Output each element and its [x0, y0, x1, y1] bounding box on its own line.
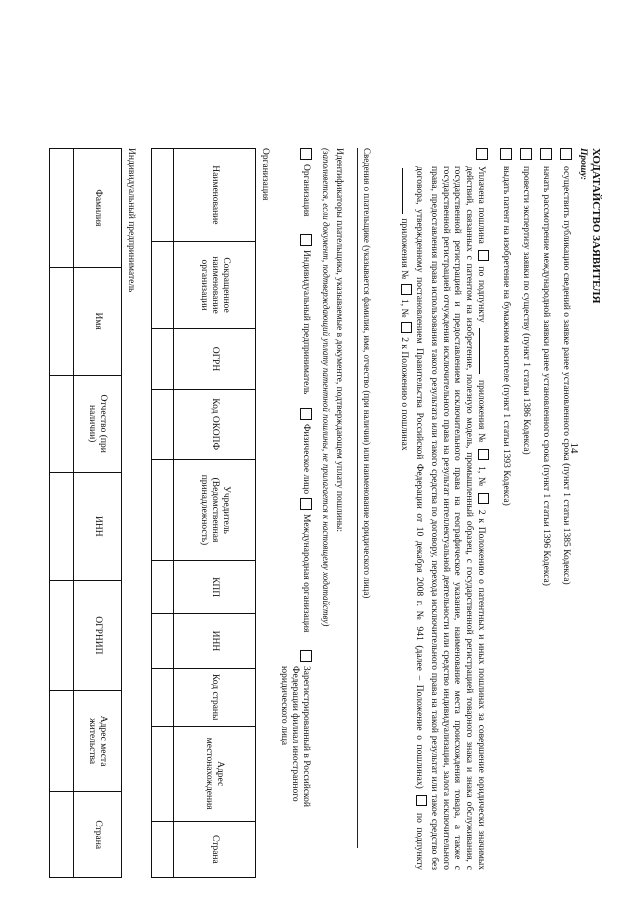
rotated-form-page — [30, 20, 610, 880]
payer-branch-label-2: Федерации филиал иностранного — [290, 666, 300, 802]
org-section-label: Организация — [260, 148, 270, 201]
ip-col-name: Имя — [74, 267, 122, 375]
payer-intl-org-checkbox[interactable] — [300, 498, 312, 510]
payer-individual-label: Физическое лицо — [301, 424, 311, 495]
page-number: 14 — [568, 442, 580, 454]
org-col-founder: Учредитель (Ведомственная принадлежность) — [174, 459, 256, 560]
payer-info-line: Сведения о плательщике (указывается фамилия, имя, отчество (при наличии) или наименование юридического лица) — [362, 148, 372, 599]
option-3-label: провести экспертизу заявки по существу (пункт 1 статьи 1386 Кодекса) — [521, 166, 531, 455]
appendix-1b-checkbox[interactable] — [401, 284, 412, 295]
payer-organization-checkbox[interactable] — [300, 148, 312, 160]
ip-col-patronymic: Отчество (при наличии) — [74, 375, 122, 472]
payer-info-underline — [357, 148, 358, 848]
payer-intl-org-label: Международная организация — [301, 514, 311, 633]
request-label: Прошу: — [578, 148, 588, 181]
org-col-short-name: Сокращенное наименование организации — [174, 241, 256, 329]
org-cell-kpp[interactable] — [152, 561, 174, 614]
ip-cell-country[interactable] — [50, 792, 74, 878]
org-cell-short-name[interactable] — [152, 241, 174, 329]
ip-section-label: Индивидуальный предприниматель — [126, 148, 136, 293]
ip-col-address: Адрес места жительства — [74, 690, 122, 792]
subparagraph-2-field[interactable] — [402, 168, 411, 214]
org-col-okopf: Код ОКОПФ — [174, 389, 256, 459]
org-cell-ogrn[interactable] — [152, 329, 174, 389]
org-cell-okopf[interactable] — [152, 389, 174, 459]
fee-paragraph: Уплачена пошлина по подпункту приложения № 1, № 2 к Положению о патентных и иных пошлинах за совершение юридически значимых действий, связанных с патентом на изобретение, полезную модель, промышленный образец, с государственной регистрацией товарного знака и знака обслуживания, с государственной регистрацией и предоставлением исключительного права на географическое указание, наименование места происхождения товара, а также с государственной регистрацией отчуждения исключительного права на результат интеллектуальной деятельности или средство индивидуализации, залога исключительного права, предоставления права использования такого результата или такого средства по договору, перехода исключительного права на такой результат или такое средство без договора, утвержденному постановлением Правительства Российской Федерации от 10 декабря 2008 г. № 941 (далее – Положение о пошлинах) по подпункту приложения № 1, № 2 к Положению о пошлинах — [398, 166, 489, 870]
organization-table — [151, 148, 256, 878]
ip-col-inn: ИНН — [74, 472, 122, 580]
payer-branch-label-3: юридического лица — [279, 666, 289, 746]
appendix-1-checkbox[interactable] — [478, 449, 489, 460]
org-col-address: Адрес местонахождения — [174, 726, 256, 821]
payer-branch-label-1: Зарегистрированный в Российской — [301, 666, 311, 808]
option-3-checkbox[interactable] — [520, 148, 532, 160]
ip-cell-patronymic[interactable] — [50, 375, 74, 472]
org-col-kpp: КПП — [174, 561, 256, 614]
payer-ip-label: Индивидуальный предприниматель — [301, 250, 311, 395]
payer-individual-checkbox[interactable] — [300, 408, 312, 420]
org-cell-name[interactable] — [152, 149, 174, 242]
ip-col-surname: Фамилия — [74, 149, 122, 268]
payer-ip-checkbox[interactable] — [300, 234, 312, 246]
ip-col-country: Страна — [74, 792, 122, 878]
ip-table — [49, 148, 122, 878]
option-4-label: выдать патент на изобретение на бумажном носителе (пункт 1 статьи 1393 Кодекса) — [501, 166, 511, 506]
org-col-country: Страна — [174, 821, 256, 877]
org-cell-founder[interactable] — [152, 459, 174, 560]
option-4-checkbox[interactable] — [500, 148, 512, 160]
option-1-label: осуществить публикацию сведений о заявке ранее установленного срока (пункт 1 статьи 1385 Кодекса) — [561, 166, 571, 585]
org-col-name: Наименование — [174, 149, 256, 242]
appendix-2b-checkbox[interactable] — [401, 322, 412, 333]
ip-cell-ogrnip[interactable] — [50, 580, 74, 690]
org-cell-inn[interactable] — [152, 614, 174, 669]
ip-cell-inn[interactable] — [50, 472, 74, 580]
option-2-label: начать рассмотрение международной заявки ранее установленного срока (пункт 1 статьи 1396 Кодекса) — [541, 166, 551, 586]
form-title: ХОДАТАЙСТВО ЗАЯВИТЕЛЯ — [590, 148, 602, 304]
identifiers-title: Идентификаторы плательщика, указываемые в документе, подтверждающем уплату пошлины: — [334, 148, 344, 532]
option-1-checkbox[interactable] — [560, 148, 572, 160]
subparagraph-field[interactable] — [479, 328, 488, 374]
option-2-checkbox[interactable] — [540, 148, 552, 160]
org-col-inn: ИНН — [174, 614, 256, 669]
identifiers-note: (заполняется, если документ, подтверждающий уплату патентной пошлины, не прилагается к настоящему ходатайству) — [321, 148, 331, 627]
appendix-2-checkbox[interactable] — [478, 493, 489, 504]
payer-organization-label: Организация — [301, 164, 311, 217]
ip-cell-name[interactable] — [50, 267, 74, 375]
fee-subparagraph-2-checkbox[interactable] — [416, 795, 427, 806]
org-cell-address[interactable] — [152, 726, 174, 821]
fee-subparagraph-checkbox[interactable] — [478, 250, 489, 261]
org-cell-country-code[interactable] — [152, 668, 174, 726]
ip-cell-surname[interactable] — [50, 149, 74, 268]
ip-cell-address[interactable] — [50, 690, 74, 792]
org-col-country-code: Код страны — [174, 668, 256, 726]
org-col-ogrn: ОГРН — [174, 329, 256, 389]
ip-col-ogrnip: ОГРНИП — [74, 580, 122, 690]
fee-paid-checkbox[interactable] — [476, 148, 488, 160]
org-cell-country[interactable] — [152, 821, 174, 877]
payer-branch-checkbox[interactable] — [300, 650, 312, 662]
